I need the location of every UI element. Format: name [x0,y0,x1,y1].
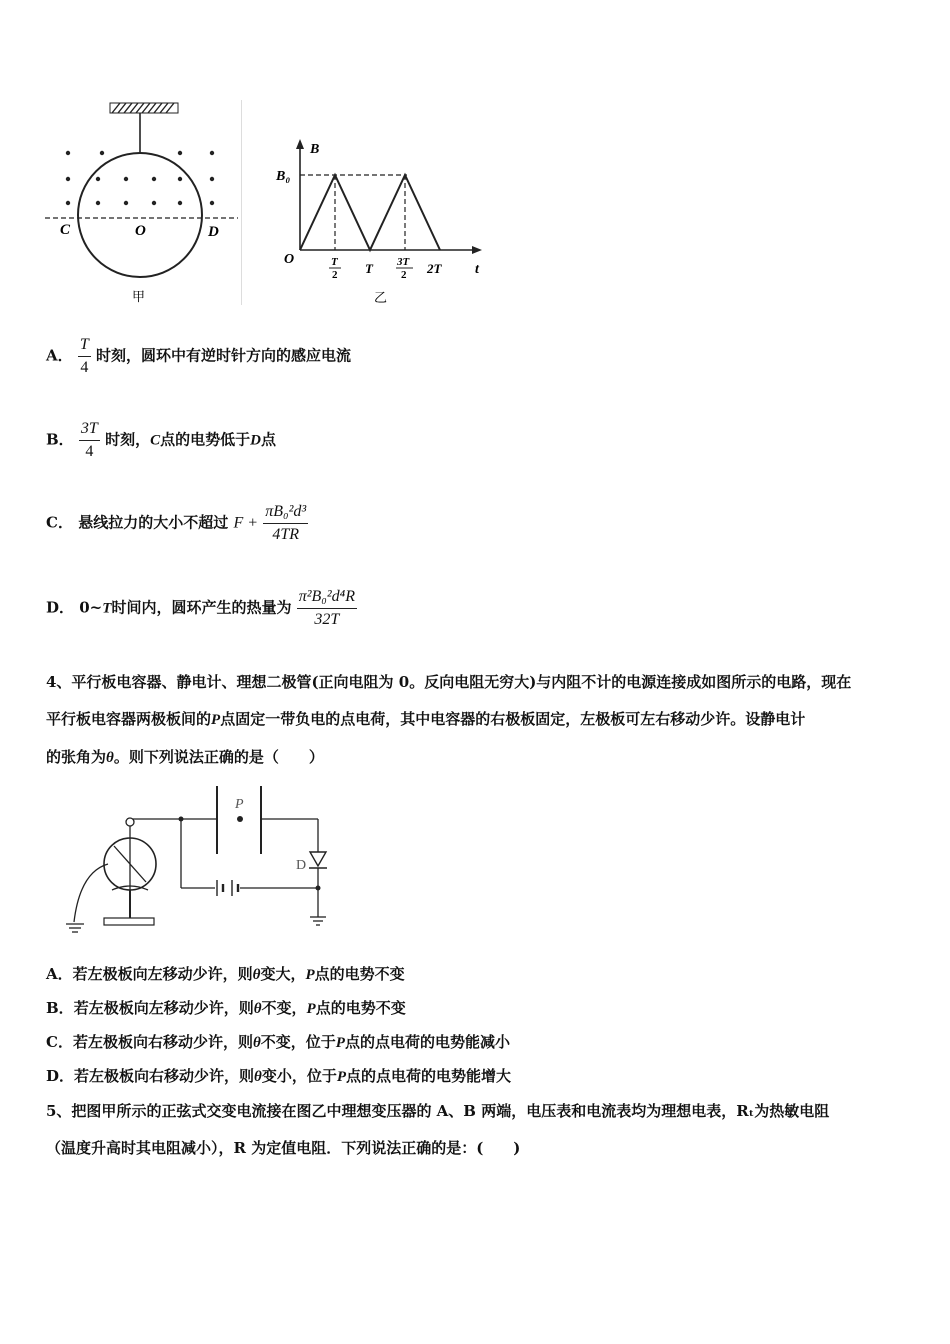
q4-option-b [46,997,406,1018]
q3-option-a-fraction [78,336,91,377]
magnetic-field-dots [66,151,214,205]
option-text: 若左极板向左移动少许，则 [73,999,254,1017]
q5-stem [46,1093,916,1167]
fraction-numerator: 3T [79,420,100,441]
q4-option-a [46,963,405,984]
var-theta: θ [106,750,114,766]
fraction-numerator: T [78,336,91,357]
var-t: T [102,600,112,617]
figure-yi [270,135,500,310]
q3-option-b-fraction [79,420,100,461]
q4-option-c [46,1031,510,1052]
option-text: 变小，位于 [261,1067,337,1085]
metal-ring [78,153,202,277]
var-theta: θ [252,967,261,983]
q3-option-d-text: 时间内，圆环产生的热量为 [111,598,292,617]
var-p: P [336,1069,347,1085]
q4-stem [46,664,916,777]
q4-line-3-b: 。则下列说法正确的是（ ） [113,748,324,766]
point-p-label: P [235,797,244,812]
option-text: 若左极板向右移动少许，则 [74,1067,255,1085]
option-text: 若左极板向左移动少许，则 [72,965,253,983]
diode-label: D [296,858,307,873]
fraction-denominator: 4 [85,443,94,460]
q4-circuit-diagram [60,782,350,942]
var-theta: θ [254,1069,262,1085]
var-p: P [306,1001,316,1017]
option-text: 不变，位于 [260,1033,336,1051]
q3-option-b-letter: B． [46,430,74,449]
q4-line-2-a: 平行板电容器两极板间的 [46,710,212,728]
q3-option-b-text: 时刻， [105,430,151,449]
caption-jia: 甲 [132,290,146,305]
q4-option-d [46,1065,511,1086]
q4-line-2 [46,701,916,739]
q5-line-1: 5、把图甲所示的正弦式交变电流接在图乙中理想变压器的 A、B 两端，电压表和电流表均为理想电表，Rₜ为热敏电阻 [46,1102,830,1120]
b-t-graph-line [300,175,440,250]
half-t-num: T [331,256,338,268]
var-c: C [150,432,161,449]
electrometer-ground-wire [74,864,108,922]
q3-option-c-fraction [263,503,308,544]
formula-prefix: F + [233,514,259,532]
label-o: O [135,223,146,239]
electrometer-base [104,918,154,925]
var-p: P [335,1035,345,1051]
three-half-t-num: 3T [397,256,410,268]
q3-option-c [46,503,308,544]
var-d: D [250,432,261,449]
t-label: T [365,261,373,276]
q3-option-a [46,336,351,377]
q5-line-2: （温度升高时其电阻减小），R 为定值电阻．下列说法正确的是：( ) [46,1139,521,1157]
option-text: 点的电势不变 [314,965,405,983]
var-theta: θ [252,1035,261,1051]
figure-divider [241,100,242,305]
fraction-denominator: 32T [314,611,340,628]
q3-option-d-fraction [297,588,357,629]
q3-option-d-letter: D． [46,598,75,617]
electrometer-terminal [126,818,134,826]
option-letter: D． [46,1067,75,1085]
q4-line-3 [46,739,916,777]
var-p: P [211,712,221,728]
diode [310,852,326,866]
option-text: 若左极板向右移动少许，则 [72,1033,253,1051]
point-p [237,816,243,822]
q3-option-b [46,420,276,461]
two-t-label: 2T [427,261,442,276]
x-axis-label: t [475,262,479,277]
y-axis-label: B [310,142,320,157]
label-d: D [208,224,219,240]
label-c: C [60,222,71,238]
option-letter: B． [46,999,74,1017]
option-letter: C． [46,1033,73,1051]
half-t-den: 2 [332,269,338,281]
three-half-t-den: 2 [401,269,407,281]
figure-jia [40,95,245,310]
var-theta: θ [253,1001,262,1017]
q3-option-b-text-2: 点的电势低于 [160,430,251,449]
q4-line-3-a: 的张角为 [46,748,107,766]
q3-option-a-text: 时刻，圆环中有逆时针方向的感应电流 [96,346,352,365]
q3-option-d-pre: 0~ [79,598,103,617]
q3-option-d [46,588,357,629]
option-text: 点的点电荷的电势能减小 [344,1033,510,1051]
q3-option-a-letter: A． [46,346,73,365]
option-text: 点的点电荷的电势能增大 [346,1067,512,1085]
option-letter: A． [46,965,73,983]
origin-label: O [284,252,295,267]
option-text: 点的电势不变 [315,999,406,1017]
fraction-denominator: 4 [80,359,89,376]
var-p: P [305,967,315,983]
q3-option-c-letter: C． [46,513,73,532]
q4-line-2-b: 点固定一带负电的点电荷，其中电容器的右极板固定，左极板可左右移动少许。设静电计 [220,710,806,728]
b0-label: B₀ [276,169,291,184]
fraction-numerator: πB₀²d³ [263,503,308,524]
fraction-denominator: 4TR [272,526,300,543]
option-text: 不变， [261,999,307,1017]
y-axis-arrow [296,139,304,149]
fraction-numerator: π²B₀²d⁴R [297,588,357,609]
x-axis-arrow [472,246,482,254]
option-text: 变大， [260,965,306,983]
q3-option-c-text: 悬线拉力的大小不超过 [78,513,229,532]
q4-line-1: 4、平行板电容器、静电计、理想二极管(正向电阻为 0。反向电阻无穷大)与内阻不计的电源连接成如图所示的电路，现在 [46,673,852,691]
caption-yi: 乙 [374,291,388,306]
q3-option-b-text-3: 点 [260,430,276,449]
